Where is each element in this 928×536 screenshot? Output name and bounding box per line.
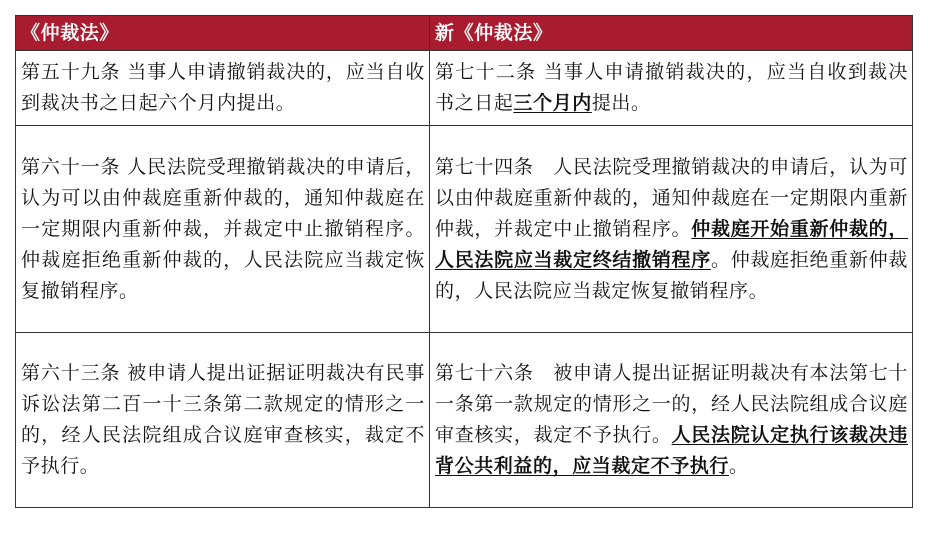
table-row — [16, 51, 913, 126]
new-article-72 — [430, 51, 913, 126]
new-article-74 — [430, 126, 913, 333]
new-article-text: 。 — [729, 455, 749, 477]
new-article-emphasis: 人民法院认定执行该裁决违背公共利益的，应当裁定不予执行 — [435, 424, 909, 477]
new-article-text: 提出。 — [591, 92, 651, 114]
old-article-61: 第六十一条 人民法院受理撤销裁决的申请后，认为可以由仲裁庭重新仲裁的，通知仲裁庭在一定期限内重新仲裁，并裁定中止撤销程序。仲裁庭拒绝重新仲裁的，人民法院应当裁定恢复撤销程序。 — [16, 126, 430, 333]
old-article-59: 第五十九条 当事人申请撤销裁决的，应当自收到裁决书之日起六个月内提出。 — [16, 51, 430, 126]
table-row — [16, 126, 913, 333]
header-new-law: 新《仲裁法》 — [430, 16, 913, 51]
table-row — [16, 333, 913, 508]
new-article-76 — [430, 333, 913, 508]
law-comparison-table — [15, 15, 913, 508]
header-old-law: 《仲裁法》 — [16, 16, 430, 51]
new-article-text: 第七十四条 人民法院受理撤销裁决的申请后，认为可以由仲裁庭重新仲裁的，通知仲裁庭在一定期限内重新仲裁，并裁定中止撤销程序。 — [435, 155, 908, 240]
new-article-emphasis: 仲裁庭开始重新仲裁的，人民法院应当裁定终结撤销程序 — [435, 217, 908, 271]
table-header-row — [16, 16, 913, 51]
old-article-63: 第六十三条 被申请人提出证据证明裁决有民事诉讼法第二百一十三条第二款规定的情形之一的，经人民法院组成合议庭审查核实，裁定不予执行。 — [16, 333, 430, 508]
new-article-emphasis: 三个月内 — [513, 92, 592, 114]
new-article-text: 第七十二条 当事人申请撤销裁决的，应当自收到裁决书之日起 — [435, 61, 908, 114]
new-article-text: 。仲裁庭拒绝重新仲裁的，人民法院应当裁定恢复撤销程序。 — [435, 248, 908, 302]
new-article-text: 第七十六条 被申请人提出证据证明裁决有本法第七十一条第一款规定的情形之一的，经人民法院组成合议庭审查核实，裁定不予执行。 — [435, 362, 908, 446]
